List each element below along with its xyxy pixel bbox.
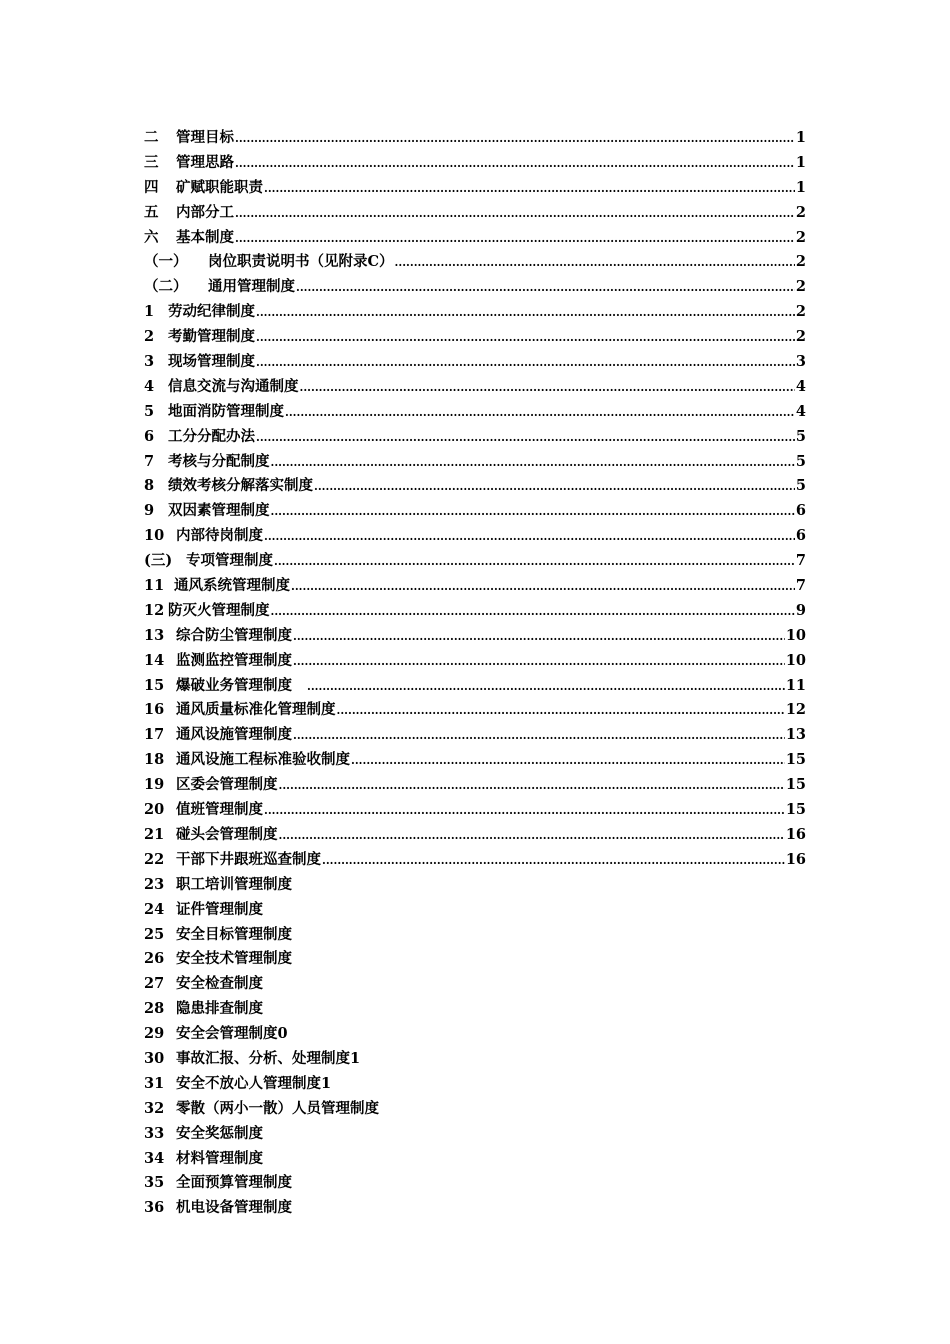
toc-entry-title: 安全技术管理制度: [176, 950, 292, 968]
toc-entry-number: 19: [144, 776, 165, 794]
toc-entry[interactable]: [144, 848, 806, 873]
toc-entry-number: 2: [144, 328, 155, 346]
toc-entry[interactable]: [144, 226, 806, 251]
toc-entry-page: 10: [785, 651, 806, 669]
toc-entry-title: 机电设备管理制度: [176, 1199, 292, 1217]
toc-entry[interactable]: [144, 350, 806, 375]
toc-entry-title: 管理思路: [176, 153, 234, 171]
toc-entry[interactable]: [144, 1097, 806, 1122]
toc-entry-page: 15: [785, 776, 806, 794]
toc-entry-title: 零散（两小一散）人员管理制度: [176, 1099, 379, 1117]
toc-entry[interactable]: [144, 126, 806, 151]
toc-dot-leader: [351, 748, 785, 774]
toc-dot-leader: [322, 848, 785, 874]
toc-entry-number: 六: [144, 228, 159, 246]
toc-entry-title: 考核与分配制度: [168, 452, 270, 470]
toc-entry-number: 29: [144, 1025, 165, 1043]
toc-entry-number: 25: [144, 925, 165, 943]
toc-entry-number: 18: [144, 751, 165, 769]
toc-entry[interactable]: [144, 549, 806, 574]
toc-entry[interactable]: [144, 275, 806, 300]
toc-entry-number: 26: [144, 950, 165, 968]
toc-entry-title: 双因素管理制度: [168, 502, 270, 520]
toc-entry-title: 劳动纪律制度: [168, 303, 255, 321]
toc-dot-leader: [337, 698, 785, 724]
toc-entry-number: 10: [144, 527, 165, 545]
toc-entry-page: 2: [795, 303, 806, 321]
toc-entry[interactable]: [144, 997, 806, 1022]
toc-entry-title: 基本制度: [176, 228, 234, 246]
toc-entry-number: 9: [144, 502, 155, 520]
toc-entry-title: 碰头会管理制度: [176, 825, 278, 843]
toc-entry[interactable]: [144, 723, 806, 748]
toc-entry-page: 4: [795, 377, 806, 395]
toc-entry[interactable]: [144, 201, 806, 226]
toc-entry-number: 36: [144, 1199, 165, 1217]
toc-entry-title: 专项管理制度: [186, 552, 273, 570]
toc-dot-leader: [264, 524, 795, 550]
toc-entry-title: 值班管理制度: [176, 801, 263, 819]
toc-entry-title: 管理目标: [176, 129, 234, 146]
toc-entry-page: 7: [795, 552, 806, 570]
toc-entry-title: 信息交流与沟通制度: [168, 377, 299, 395]
toc-entry-title: 职工培训管理制度: [176, 875, 292, 893]
toc-entry-number: 33: [144, 1124, 165, 1142]
toc-entry-page: 2: [795, 203, 806, 221]
toc-entry-page: 1: [795, 153, 806, 171]
toc-entry[interactable]: [144, 524, 806, 549]
toc-entry[interactable]: [144, 375, 806, 400]
toc-entry-title: 工分分配办法: [168, 427, 255, 445]
toc-entry-number: （二）: [144, 278, 188, 296]
toc-entry[interactable]: [144, 798, 806, 823]
toc-entry-title: 材料管理制度: [176, 1149, 263, 1167]
toc-entry-page: 1: [795, 129, 806, 146]
toc-entry-number: 7: [144, 452, 155, 470]
table-of-contents: [144, 126, 806, 1221]
toc-entry-number: 二: [144, 129, 159, 146]
toc-entry[interactable]: [144, 947, 806, 972]
toc-entry-number: 13: [144, 626, 165, 644]
toc-entry[interactable]: [144, 972, 806, 997]
toc-entry[interactable]: [144, 698, 806, 723]
toc-entry-number: 四: [144, 178, 159, 196]
toc-entry[interactable]: [144, 898, 806, 923]
toc-entry-page: 15: [785, 801, 806, 819]
toc-entry-page: 5: [795, 427, 806, 445]
toc-entry-title: 考勤管理制度: [168, 328, 255, 346]
toc-entry-title: 内部待岗制度: [176, 527, 263, 545]
toc-dot-leader: [271, 599, 795, 625]
toc-entry[interactable]: [144, 250, 806, 275]
toc-dot-leader: [235, 201, 795, 227]
toc-dot-leader: [256, 425, 795, 451]
toc-entry-title: 通风系统管理制度: [174, 577, 290, 595]
toc-dot-leader: [271, 450, 795, 476]
toc-entry[interactable]: [144, 1196, 806, 1221]
toc-entry-number: 21: [144, 825, 165, 843]
toc-dot-leader: [235, 151, 795, 177]
toc-entry-title: 通风设施管理制度: [176, 726, 292, 744]
toc-entry-title: 安全会管理制度0: [176, 1025, 288, 1043]
toc-entry-page: 6: [795, 527, 806, 545]
toc-entry-number: 17: [144, 726, 165, 744]
toc-dot-leader: [293, 649, 785, 675]
toc-dot-leader: [271, 499, 795, 525]
toc-entry-page: 1: [795, 178, 806, 196]
toc-entry-page: 16: [785, 850, 806, 868]
toc-dot-leader: [285, 400, 795, 426]
toc-entry-number: 30: [144, 1049, 165, 1067]
toc-entry-title: 现场管理制度: [168, 353, 255, 371]
toc-entry[interactable]: [144, 823, 806, 848]
toc-entry-title: 通风设施工程标准验收制度: [176, 751, 350, 769]
toc-entry-title: 安全检查制度: [176, 975, 263, 993]
toc-entry-title: 矿赋职能职责: [176, 178, 263, 196]
toc-entry-page: 5: [795, 452, 806, 470]
toc-entry-title: 安全目标管理制度: [176, 925, 292, 943]
toc-entry-page: 13: [785, 726, 806, 744]
toc-entry-title: 安全不放心人管理制度1: [176, 1074, 332, 1092]
toc-dot-leader: [395, 250, 795, 276]
toc-dot-leader: [256, 325, 795, 351]
toc-entry-number: 14: [144, 651, 165, 669]
toc-entry-number: 23: [144, 875, 165, 893]
toc-entry-title: 绩效考核分解落实制度: [168, 477, 313, 495]
toc-entry-number: 8: [144, 477, 155, 495]
toc-entry-number: 4: [144, 377, 155, 395]
toc-dot-leader: [293, 723, 785, 749]
toc-entry[interactable]: [144, 873, 806, 898]
toc-entry[interactable]: [144, 425, 806, 450]
toc-entry-number: 1: [144, 303, 155, 321]
toc-dot-leader: [307, 674, 785, 700]
toc-entry-number: 28: [144, 1000, 165, 1018]
toc-entry-page: 2: [795, 253, 806, 271]
toc-entry-title: 事故汇报、分析、处理制度1: [176, 1049, 361, 1067]
toc-entry-page: 15: [785, 751, 806, 769]
toc-entry-number: 11: [144, 577, 165, 595]
toc-entry[interactable]: [144, 1022, 806, 1047]
toc-entry-number: 31: [144, 1074, 165, 1092]
toc-dot-leader: [274, 549, 795, 575]
toc-entry[interactable]: [144, 599, 806, 624]
toc-entry-number: (三): [144, 552, 173, 570]
toc-entry[interactable]: [144, 773, 806, 798]
toc-entry-number: 三: [144, 153, 159, 171]
toc-entry-page: 10: [785, 626, 806, 644]
toc-entry-page: 11: [785, 676, 806, 694]
toc-entry-page: 2: [795, 278, 806, 296]
toc-entry[interactable]: [144, 748, 806, 773]
toc-dot-leader: [300, 375, 795, 401]
toc-entry[interactable]: [144, 1147, 806, 1172]
toc-dot-leader: [314, 474, 795, 500]
toc-dot-leader: [279, 823, 785, 849]
toc-entry[interactable]: [144, 1171, 806, 1196]
toc-entry-title: 岗位职责说明书（见附录C）: [208, 253, 394, 271]
toc-entry-title: 隐患排查制度: [176, 1000, 263, 1018]
toc-entry-title: 证件管理制度: [176, 900, 263, 918]
toc-entry-title: 防灭火管理制度: [168, 601, 270, 619]
toc-entry-number: 16: [144, 701, 165, 719]
toc-entry-title: 通用管理制度: [208, 278, 295, 296]
toc-entry[interactable]: [144, 474, 806, 499]
toc-entry-title: 通风质量标准化管理制度: [176, 701, 336, 719]
toc-entry[interactable]: [144, 1072, 806, 1097]
toc-entry-number: 20: [144, 801, 165, 819]
toc-dot-leader: [296, 275, 795, 301]
toc-entry[interactable]: [144, 674, 806, 699]
toc-entry[interactable]: [144, 176, 806, 201]
toc-entry-number: 24: [144, 900, 165, 918]
toc-entry-title: 监测监控管理制度: [176, 651, 292, 669]
toc-entry-number: 22: [144, 850, 165, 868]
toc-entry[interactable]: [144, 574, 806, 599]
toc-entry-number: 35: [144, 1174, 165, 1192]
toc-entry-number: 27: [144, 975, 165, 993]
toc-entry-page: 12: [785, 701, 806, 719]
toc-entry-title: 地面消防管理制度: [168, 402, 284, 420]
toc-entry-page: 3: [795, 353, 806, 371]
toc-entry-number: 5: [144, 402, 155, 420]
toc-dot-leader: [264, 176, 795, 202]
toc-entry-page: 7: [795, 577, 806, 595]
toc-entry-title: 安全奖惩制度: [176, 1124, 263, 1142]
toc-entry[interactable]: [144, 325, 806, 350]
toc-entry-page: 2: [795, 328, 806, 346]
toc-dot-leader: [235, 126, 795, 152]
toc-entry[interactable]: [144, 1047, 806, 1072]
toc-entry-page: 6: [795, 502, 806, 520]
toc-entry[interactable]: [144, 624, 806, 649]
toc-dot-leader: [264, 798, 785, 824]
toc-entry-page: 4: [795, 402, 806, 420]
toc-entry[interactable]: [144, 649, 806, 674]
toc-entry-page: 5: [795, 477, 806, 495]
toc-entry-title: 爆破业务管理制度: [176, 676, 292, 694]
toc-entry-title: 内部分工: [176, 203, 234, 221]
toc-entry-number: 12: [144, 601, 165, 619]
toc-entry-number: 34: [144, 1149, 165, 1167]
toc-dot-leader: [256, 300, 795, 326]
toc-entry-page: 2: [795, 228, 806, 246]
toc-entry-page: 9: [795, 601, 806, 619]
toc-entry-number: 6: [144, 427, 155, 445]
toc-dot-leader: [293, 624, 785, 650]
toc-dot-leader: [279, 773, 785, 799]
toc-entry-title: 全面预算管理制度: [176, 1174, 292, 1192]
toc-entry-number: 15: [144, 676, 165, 694]
toc-entry-title: 干部下井跟班巡查制度: [176, 850, 321, 868]
toc-dot-leader: [256, 350, 795, 376]
toc-dot-leader: [235, 226, 795, 252]
toc-dot-leader: [291, 574, 795, 600]
toc-entry-number: 32: [144, 1099, 165, 1117]
toc-entry-number: 3: [144, 353, 155, 371]
toc-entry[interactable]: [144, 151, 806, 176]
toc-entry[interactable]: [144, 450, 806, 475]
toc-entry-title: 综合防尘管理制度: [176, 626, 292, 644]
toc-entry[interactable]: [144, 400, 806, 425]
toc-entry-number: 五: [144, 203, 159, 221]
toc-entry-title: 区委会管理制度: [176, 776, 278, 794]
toc-entry[interactable]: [144, 499, 806, 524]
toc-entry[interactable]: [144, 923, 806, 948]
toc-entry-number: （一）: [144, 253, 188, 271]
toc-entry-page: 16: [785, 825, 806, 843]
toc-entry[interactable]: [144, 300, 806, 325]
toc-entry[interactable]: [144, 1122, 806, 1147]
